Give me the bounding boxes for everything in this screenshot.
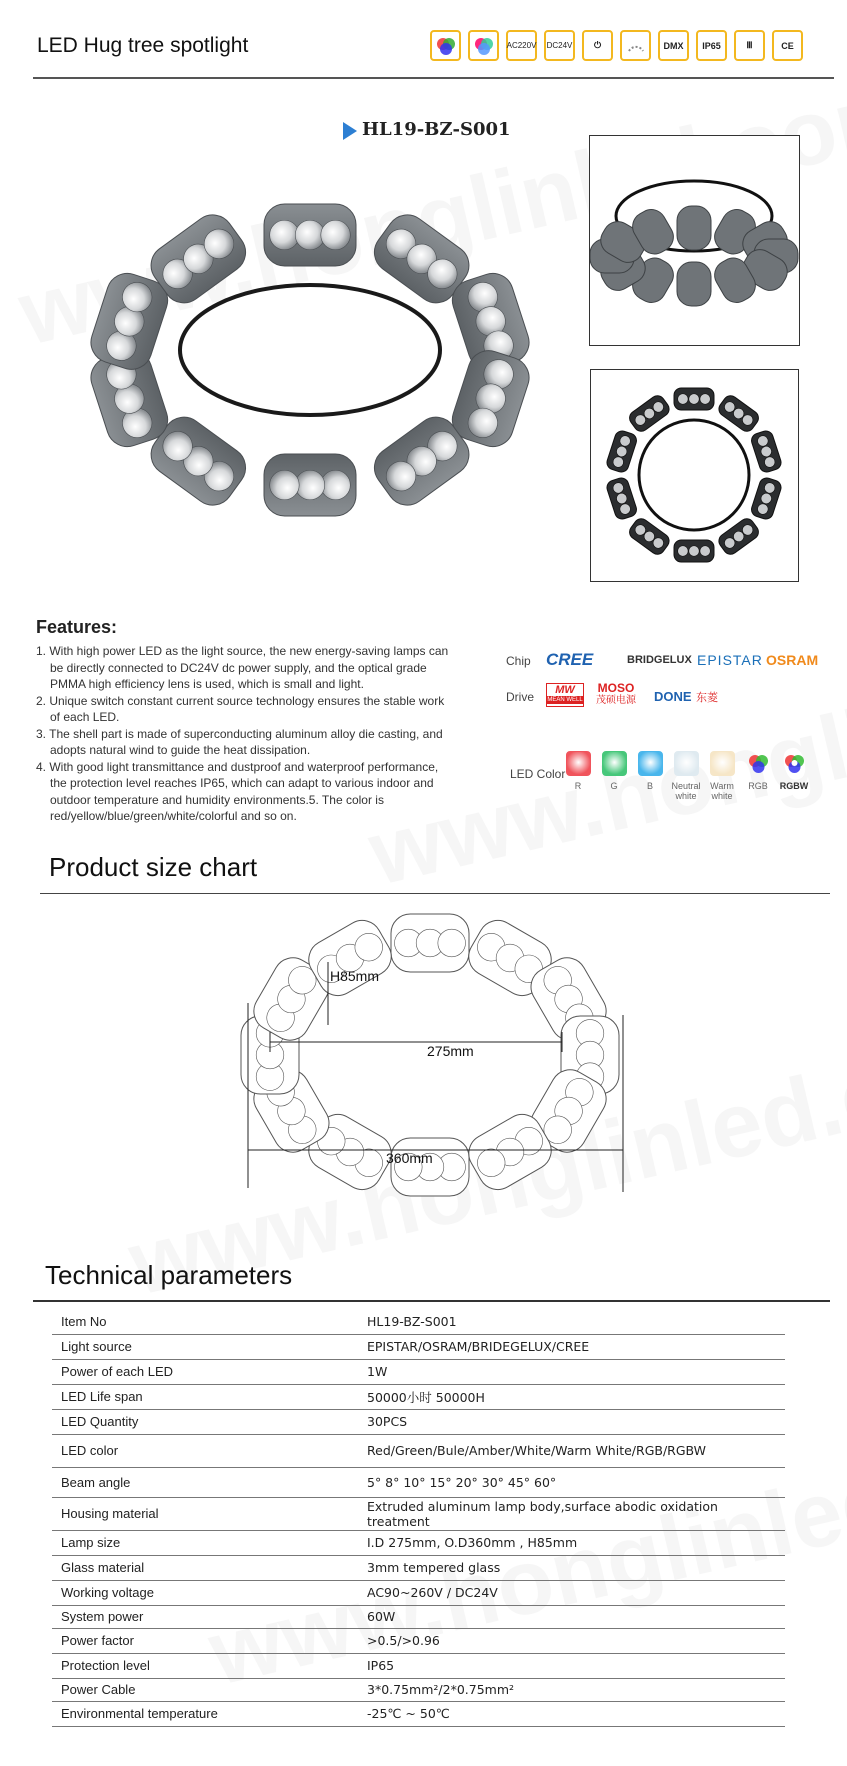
ip65-badge: IP65	[696, 30, 727, 61]
param-value: 3*0.75mm²/2*0.75mm²	[364, 1678, 785, 1701]
tech-divider	[33, 1300, 830, 1302]
table-row	[52, 1701, 785, 1726]
table-row	[52, 1467, 785, 1497]
param-name: Glass material	[52, 1555, 364, 1580]
param-value: >0.5/>0.96	[364, 1628, 785, 1653]
param-name: Light source	[52, 1334, 364, 1359]
table-row	[52, 1434, 785, 1467]
param-name: LED Quantity	[52, 1409, 364, 1434]
lamp-segment	[391, 1138, 469, 1196]
dimmer-icon	[620, 30, 651, 61]
feature-item: 4. With good light transmittance and dustproof and waterproof performance, the protection level reaches IP65, which can adapt to various indoor and outdoor temperature and humidity environments.5. The color is red/yellow/blue/green/white/colorful and so on.	[36, 759, 439, 823]
swatch-color	[566, 751, 591, 776]
lamp-segment	[264, 454, 356, 516]
lamp-segment	[677, 262, 711, 306]
table-row	[52, 1384, 785, 1409]
feature-item: 1. With high power LED as the light source, the new energy-saving lamps can be directly connected to DC24V dc power supply, and the optical grade PMMA high efficiency lens is used, which is small and light.	[36, 644, 449, 691]
table-row	[52, 1555, 785, 1580]
led-color-swatch	[671, 751, 701, 801]
dmx-badge: DMX	[658, 30, 689, 61]
certification-icons	[430, 30, 803, 61]
model-number: HL19-BZ-S001	[362, 119, 511, 140]
size-chart-title: Product size chart	[49, 852, 258, 882]
chip-label: Chip	[506, 654, 531, 668]
ce-badge: CE	[772, 30, 803, 61]
param-value: 50000小时 50000H	[364, 1384, 785, 1409]
swatch-label: Warm white	[710, 781, 734, 801]
table-row	[52, 1653, 785, 1678]
table-row	[52, 1580, 785, 1605]
led-color-swatch	[707, 751, 737, 801]
dc24v-badge: DC24V	[544, 30, 575, 61]
cree-logo: CREE	[546, 650, 594, 669]
param-value: 1W	[364, 1359, 785, 1384]
led-color-label: LED Color	[510, 767, 566, 781]
ac220v-badge: AC220V	[506, 30, 537, 61]
param-value: IP65	[364, 1653, 785, 1678]
height-dimension: H85mm	[330, 968, 380, 984]
swatch-color	[674, 751, 699, 776]
param-value: 3mm tempered glass	[364, 1555, 785, 1580]
feature-item: 3. The shell part is made of superconducting aluminum alloy die casting, and adopts natural wind to guide the heat dissipation.	[36, 726, 443, 757]
lamp-segment	[605, 429, 638, 474]
features-list	[36, 643, 456, 825]
swatch-label: RGB	[748, 781, 768, 791]
param-name: Housing material	[52, 1497, 364, 1530]
table-row	[52, 1309, 785, 1334]
product-photo-top	[590, 369, 799, 582]
param-value: HL19-BZ-S001	[364, 1309, 785, 1334]
drive-label: Drive	[506, 690, 535, 704]
param-value: Red/Green/Bule/Amber/White/Warm White/RGB/RGBW	[364, 1434, 785, 1467]
table-row	[52, 1678, 785, 1701]
param-value: 5° 8° 10° 15° 20° 30° 45° 60°	[364, 1467, 785, 1497]
bridgelux-logo: BRIDGELUX	[627, 654, 692, 666]
features-title: Features:	[36, 617, 118, 637]
table-row	[52, 1605, 785, 1628]
led-color-swatch	[635, 751, 665, 801]
param-name: Environmental temperature	[52, 1701, 364, 1726]
swatch-color	[638, 751, 663, 776]
swatch-label: G	[610, 781, 618, 791]
feature-item: 2. Unique switch constant current source technology ensures the stable work of each LED.	[36, 693, 445, 724]
swatch-label: RGBW	[779, 781, 809, 791]
osram-logo: OSRAM	[766, 652, 819, 668]
param-value: -25℃ ~ 50℃	[364, 1701, 785, 1726]
param-name: Item No	[52, 1309, 364, 1334]
lamp-segment	[391, 914, 469, 972]
meanwell-logo: MW MEAN WELL	[546, 683, 584, 707]
led-color-swatch	[743, 751, 773, 801]
swatch-color	[710, 751, 735, 776]
tech-title: Technical parameters	[45, 1260, 293, 1290]
swatch-color	[782, 751, 807, 776]
table-row	[52, 1628, 785, 1653]
param-value: 30PCS	[364, 1409, 785, 1434]
color-wheel-icon	[468, 30, 499, 61]
lamp-segment	[750, 429, 783, 474]
header-divider	[33, 77, 834, 79]
param-name: Beam angle	[52, 1467, 364, 1497]
table-row	[52, 1409, 785, 1434]
param-name: Lamp size	[52, 1530, 364, 1555]
lamp-segment	[750, 476, 783, 521]
param-name: Power of each LED	[52, 1359, 364, 1384]
led-color-swatch	[599, 751, 629, 801]
param-name: Power factor	[52, 1628, 364, 1653]
swatch-label: B	[646, 781, 653, 791]
swatch-color	[602, 751, 627, 776]
lamp-segment	[674, 540, 714, 562]
table-row	[52, 1359, 785, 1384]
done-logo: DONE 东菱	[654, 689, 719, 704]
class-iii-icon: Ⅲ	[734, 30, 765, 61]
table-row	[52, 1497, 785, 1530]
led-color-swatch	[779, 751, 809, 801]
param-name: Power Cable	[52, 1678, 364, 1701]
lamp-segment	[674, 388, 714, 410]
param-value: AC90~260V / DC24V	[364, 1580, 785, 1605]
param-value: Extruded aluminum lamp body,surface abodic oxidation treatment	[364, 1497, 785, 1530]
swatch-label: Neutral white	[671, 781, 701, 801]
size-chart-divider	[40, 893, 830, 894]
outer-diameter-dimension: 360mm	[386, 1150, 433, 1166]
param-value: 60W	[364, 1605, 785, 1628]
param-name: LED color	[52, 1434, 364, 1467]
page-title: LED Hug tree spotlight	[37, 34, 249, 57]
lamp-segment	[605, 476, 638, 521]
swatch-color	[746, 751, 771, 776]
power-icon: ⏻	[582, 30, 613, 61]
param-name: System power	[52, 1605, 364, 1628]
param-name: Working voltage	[52, 1580, 364, 1605]
led-color-swatch	[563, 751, 593, 801]
lamp-segment	[264, 204, 356, 266]
table-row	[52, 1334, 785, 1359]
led-color-swatches	[563, 751, 809, 801]
product-photo-main	[70, 200, 550, 560]
swatch-label: R	[574, 781, 582, 791]
parameters-table	[52, 1309, 785, 1727]
rgb-color-icon	[430, 30, 461, 61]
lamp-segment	[677, 206, 711, 250]
play-arrow-icon	[343, 122, 357, 140]
epistar-logo: EPISTAR	[697, 652, 763, 668]
inner-diameter-dimension: 275mm	[427, 1043, 474, 1059]
param-name: LED Life span	[52, 1384, 364, 1409]
param-value: I.D 275mm, O.D360mm , H85mm	[364, 1530, 785, 1555]
param-name: Protection level	[52, 1653, 364, 1678]
moso-logo: MOSO 茂硕电源	[596, 681, 636, 706]
product-photo-side	[589, 135, 800, 346]
table-row	[52, 1530, 785, 1555]
param-value: EPISTAR/OSRAM/BRIDEGELUX/CREE	[364, 1334, 785, 1359]
